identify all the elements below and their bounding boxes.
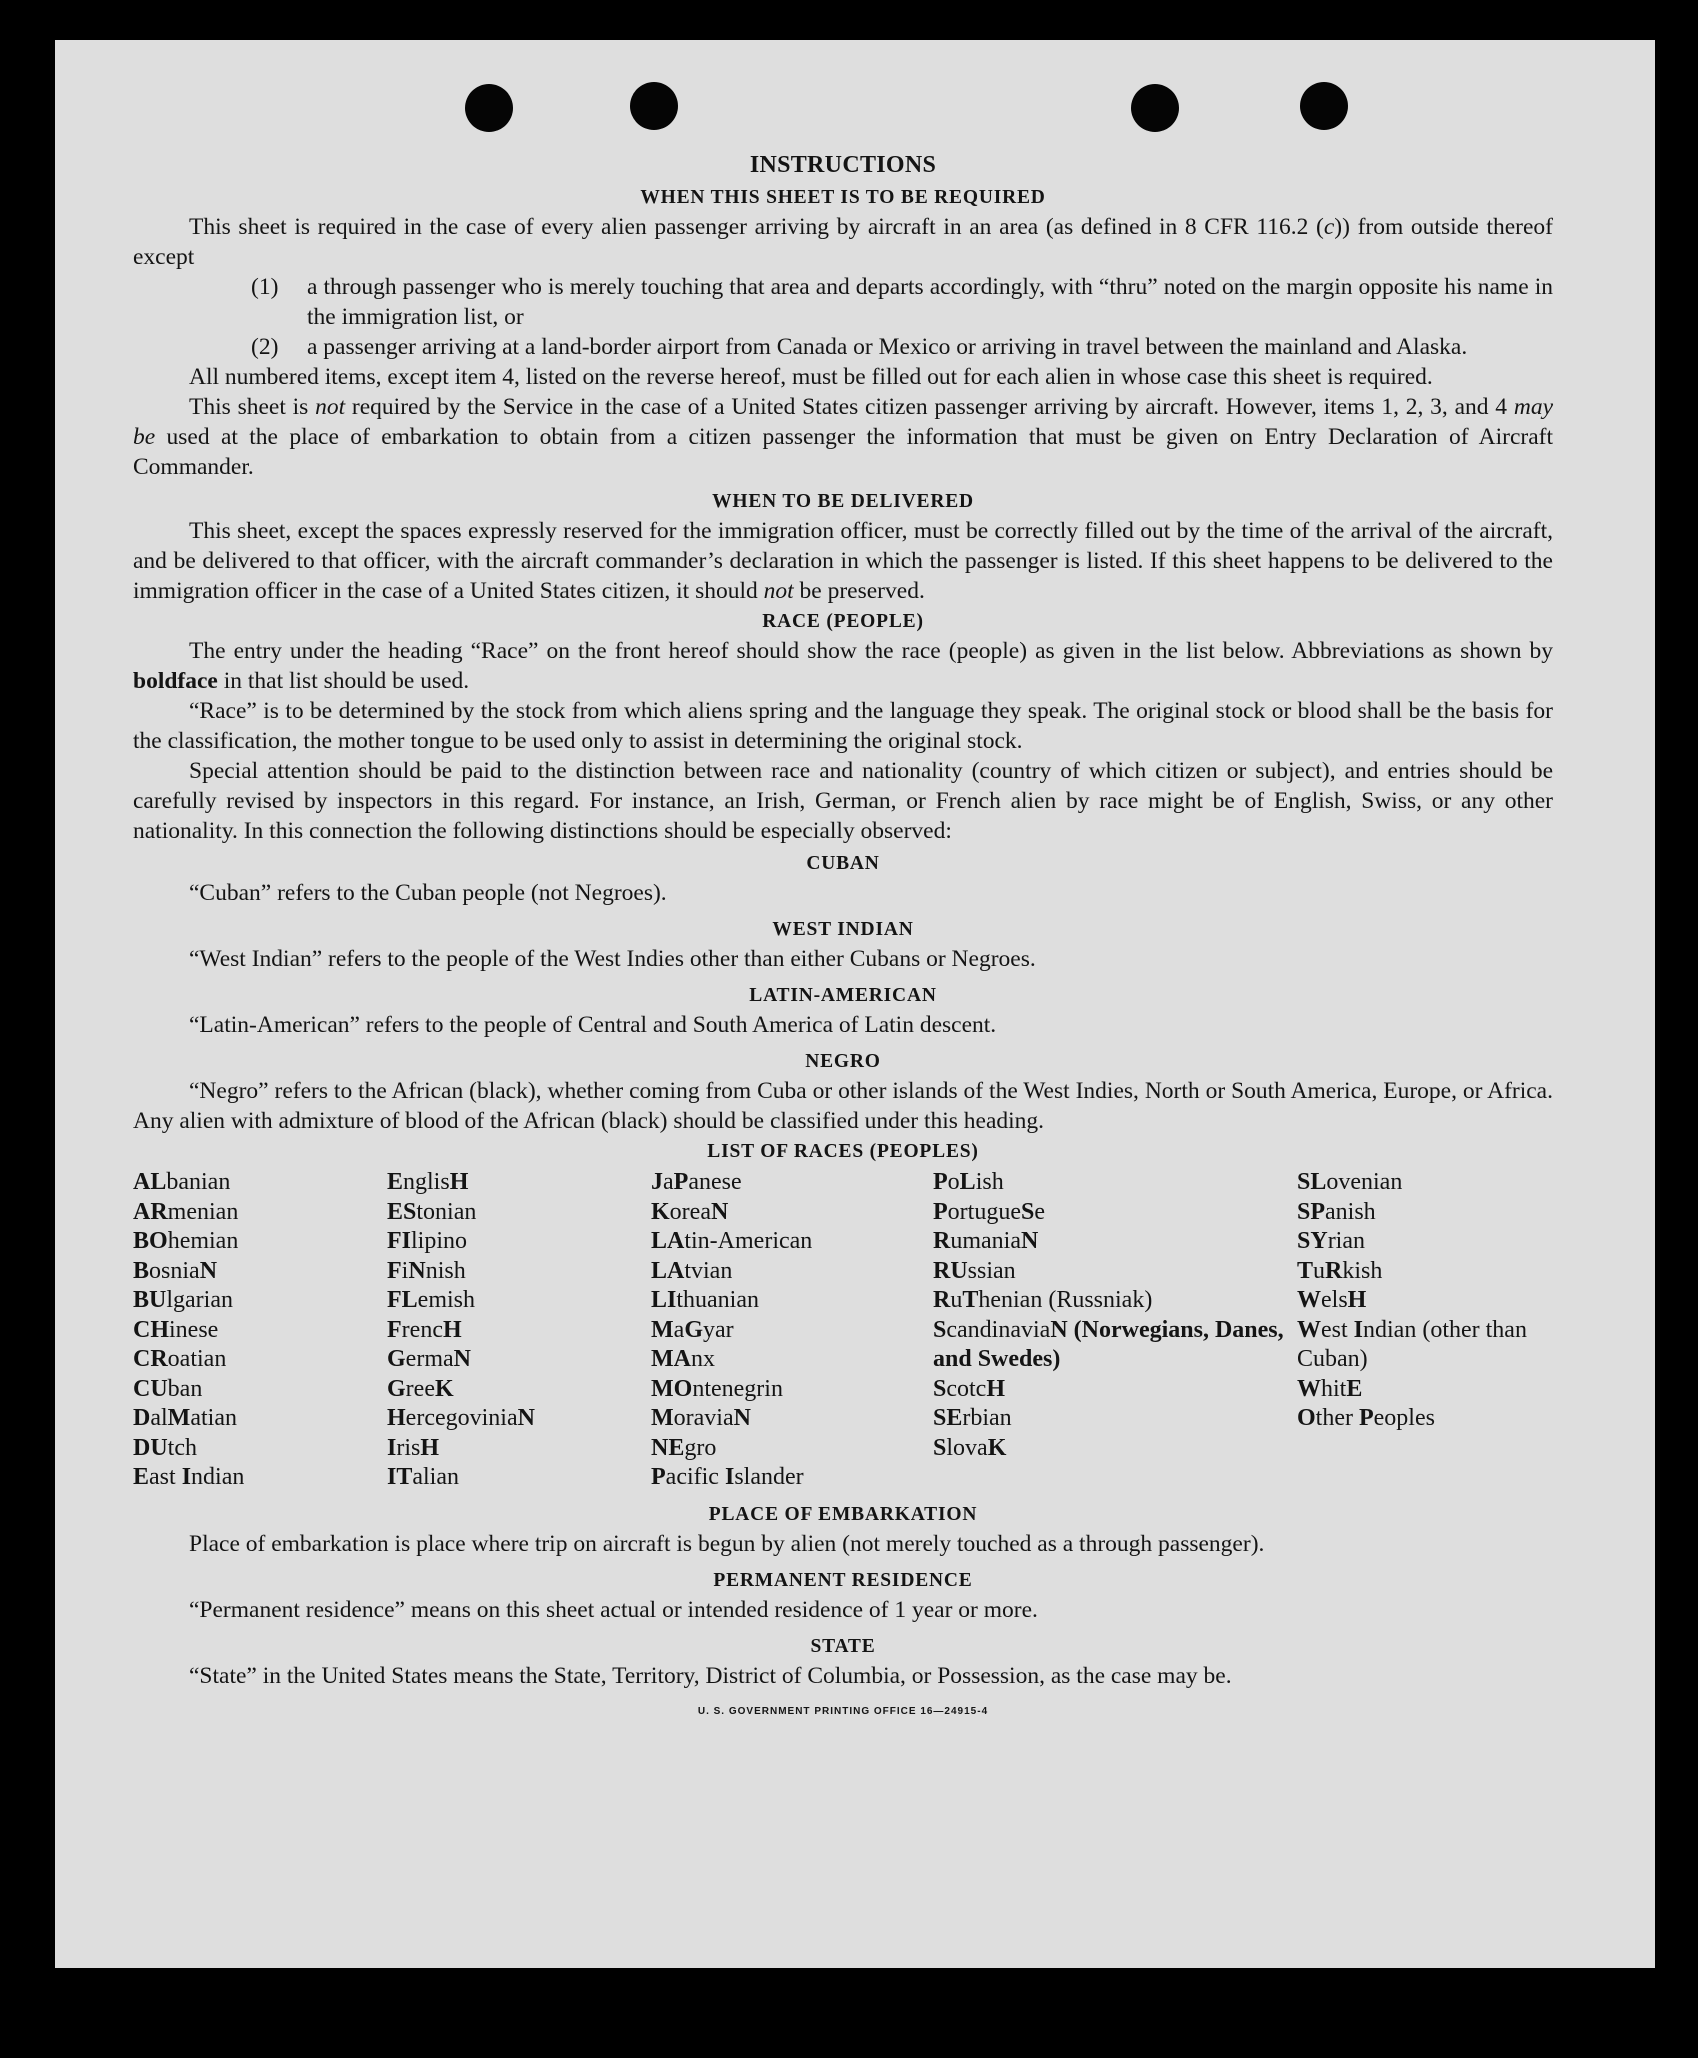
race-item: PoLish [933,1169,1004,1195]
race-item: FIlipino [387,1228,468,1254]
race-item: SPanish [1297,1198,1376,1225]
race-item: WelsH [1297,1287,1367,1313]
races-column [933,1168,1297,1493]
race-item: SYrian [1297,1228,1365,1254]
race-item: BOhemian [133,1228,239,1254]
race-item: ALbanian [133,1169,231,1195]
paragraph-latin-american: “Latin-American” refers to the people of Central and South America of Latin descent. [189,1012,997,1038]
race-item: CUban [133,1375,203,1402]
race-item: TuRkish [1297,1257,1383,1284]
paragraph-delivered: This sheet, except the spaces expressly reserved for the immigration officer, must be correctly filled out by the time of the arrival of the aircraft, and be delivered to that officer, with the aircraft commander’s declaration in which the passenger is listed. If this sheet happens to be delivered to the immigration officer in the case of a United States citizen, it should not be preserved. [133,518,1553,604]
race-item: LAtvian [651,1257,733,1284]
races-list [133,1168,1553,1493]
race-item: EnglisH [387,1169,469,1195]
paragraph-required: This sheet is required in the case of every alien passenger arriving by aircraft in an area (as defined in 8 CFR 116.2 (c)) from outside thereof except [133,214,1553,270]
race-item: BUlgarian [133,1287,233,1313]
race-item: FLemish [387,1287,475,1313]
heading-west-indian: WEST INDIAN [772,919,914,940]
page-title: INSTRUCTIONS [749,152,937,178]
paragraph-race-nationality: Special attention should be paid to the distinction between race and nationality (country of which citizen or subject), and entries should be carefully revised by inspectors in this regard. For instance, an Irish, German, or French alien by race might be of English, Swiss, or any other nationality. In this connection the following distinctions should be especially observed: [133,758,1553,844]
heading-cuban: CUBAN [806,853,880,874]
race-item: CHinese [133,1316,219,1343]
race-item: ARmenian [133,1198,239,1225]
race-item: CRoatian [133,1346,227,1372]
exception-2: (2) a passenger arriving at a land-border airport from Canada or Mexico or arriving in travel between the mainland and Alaska. [251,334,1468,360]
races-column [1297,1168,1557,1493]
heading-race: RACE (PEOPLE) [762,611,924,632]
race-item: FiNnish [387,1257,466,1284]
paragraph-residence: “Permanent residence” means on this sheet actual or intended residence of 1 year or more. [189,1596,1038,1623]
race-item: MaGyar [651,1316,734,1343]
races-column [387,1168,651,1493]
exception-1: (1) a through passenger who is merely touching that area and departs accordingly, with “thru” noted on the margin opposite his name in the immigration list, or [251,274,1553,330]
race-item: KoreaN [651,1198,729,1225]
race-item: DalMatian [133,1405,237,1431]
race-item: LAtin-American [651,1228,813,1254]
race-item: MOntenegrin [651,1375,783,1402]
heading-list-of-races: LIST OF RACES (PEOPLES) [707,1141,979,1162]
race-item: ScotcH [933,1375,1006,1402]
race-item: WhitE [1297,1375,1363,1402]
heading-when-delivered: WHEN TO BE DELIVERED [712,491,974,512]
race-item: Other Peoples [1297,1405,1435,1431]
race-item: West Indian (other than Cuban) [1297,1316,1527,1372]
race-item: East Indian [133,1464,245,1490]
races-column [651,1168,933,1493]
heading-residence: PERMANENT RESIDENCE [713,1569,973,1591]
race-item: HercegoviniaN [387,1405,535,1431]
paragraph-citizen: This sheet is not required by the Service in the case of a United States citizen passenger arriving by aircraft. However, items 1, 2, 3, and 4 may be used at the place of embarkation to obtain from a citizen passenger the information that must be given on Entry Declaration of Aircraft Commander. [133,394,1553,480]
races-column [133,1168,387,1493]
instructions-content [133,108,1553,1727]
race-item: RumaniaN [933,1228,1039,1254]
race-item: MAnx [651,1346,715,1372]
race-item: FrencH [387,1316,462,1343]
paragraph-state: “State” in the United States means the State, Territory, District of Columbia, or Possession, as the case may be. [189,1662,1232,1689]
race-item: ITalian [387,1464,459,1490]
heading-embarkation: PLACE OF EMBARKATION [708,1503,978,1525]
race-item: Pacific Islander [651,1464,804,1490]
printing-office-footer: U. S. GOVERNMENT PRINTING OFFICE 16—24915-4 [697,1705,989,1717]
race-item: EStonian [387,1198,477,1225]
race-item: PortugueSe [933,1198,1045,1225]
document-sheet [55,40,1655,1968]
race-item: ScandinaviaN (Norwegians, Danes, and Swedes) [933,1316,1284,1372]
race-item: IrisH [387,1434,440,1461]
race-item: SLovenian [1297,1169,1403,1195]
race-item: SlovaK [933,1434,1007,1461]
paragraph-cuban: “Cuban” refers to the Cuban people (not Negroes). [189,880,667,906]
race-item: LIthuanian [651,1287,759,1313]
race-item: RuThenian (Russniak) [933,1287,1153,1313]
race-item: RUssian [933,1257,1016,1284]
race-item: SErbian [933,1405,1012,1431]
race-item: NEgro [651,1434,717,1461]
heading-state: STATE [810,1635,876,1657]
paragraph-numbered-items: All numbered items, except item 4, listed on the reverse hereof, must be filled out for each alien in whose case this sheet is required. [189,364,1433,390]
race-item: GreeK [387,1375,454,1402]
paragraph-west-indian: “West Indian” refers to the people of the West Indies other than either Cubans or Negroes. [189,946,1036,972]
paragraph-race-entry: The entry under the heading “Race” on the front hereof should show the race (people) as given in the list below. Abbreviations as shown by boldface in that list should be used. [133,638,1553,694]
heading-negro: NEGRO [805,1051,881,1072]
race-item: MoraviaN [651,1405,751,1431]
race-item: BosniaN [133,1257,218,1284]
race-item: DUtch [133,1434,197,1461]
race-item: JaPanese [651,1169,742,1195]
paragraph-embarkation: Place of embarkation is place where trip on aircraft is begun by alien (not merely touched as a through passenger). [189,1530,1265,1557]
paragraph-race-stock: “Race” is to be determined by the stock from which aliens spring and the language they speak. The original stock or blood shall be the basis for the classification, the mother tongue to be used only to assist in determining the original stock. [133,698,1553,754]
race-item: GermaN [387,1346,471,1372]
heading-latin-american: LATIN-AMERICAN [749,985,937,1006]
paragraph-negro: “Negro” refers to the African (black), whether coming from Cuba or other islands of the West Indies, North or South America, Europe, or Africa. Any alien with admixture of blood of the African (black) should be classified under this heading. [133,1078,1553,1134]
heading-when-required: WHEN THIS SHEET IS TO BE REQUIRED [640,187,1046,208]
